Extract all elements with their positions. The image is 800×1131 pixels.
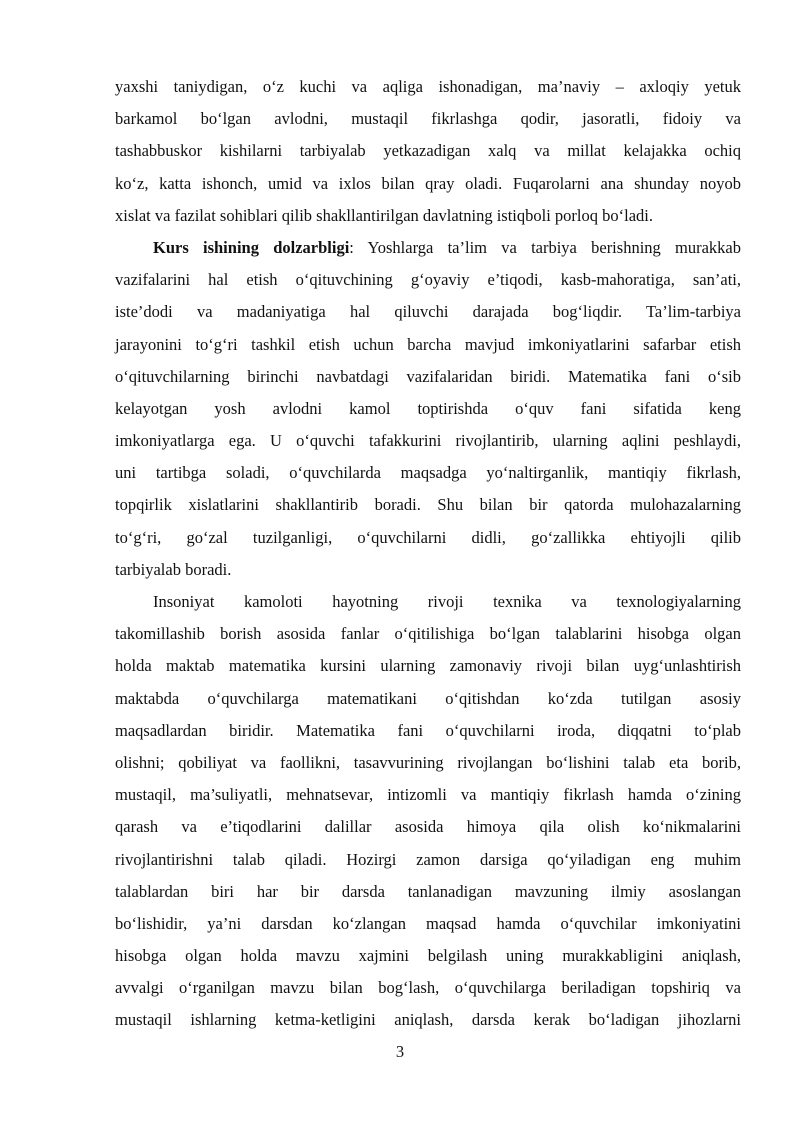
text-line: hisobga olgan holda mavzu xajmini belgilash uning murakkabligini aniqlash, [115, 946, 741, 966]
text-line: iste’dodi va madaniyatiga hal qiluvchi darajada bog‘liqdir. Ta’lim-tarbiya [115, 302, 741, 322]
section-heading-line [115, 232, 741, 264]
text-line: takomillashib borish asosida fanlar o‘qitilishiga bo‘lgan talablarini hisobga olgan [115, 624, 741, 644]
text-line: topqirlik xislatlarini shakllantirib boradi. Shu bilan bir qatorda mulohazalarning [115, 495, 741, 515]
text-line: maqsadlardan biridir. Matematika fani o‘quvchilarni iroda, diqqatni to‘plab [115, 720, 741, 740]
section-heading: Kurs ishining dolzarbligi [153, 237, 350, 257]
text-line: maktabda o‘quvchilarga matematikani o‘qitishdan ko‘zda tutilgan asosiy [115, 688, 741, 708]
text-line: ko‘z, katta ishonch, umid va ixlos bilan qray oladi. Fuqarolarni ana shunday noyob [115, 173, 741, 193]
text-line: qarash va e’tiqodlarini dalillar asosida himoya qila olish ko‘nikmalarini [115, 817, 741, 837]
paragraph-start-line: Insoniyat kamoloti hayotning rivoji texnika va texnologiyalarning [153, 592, 741, 611]
text-line: imkoniyatlarga ega. U o‘quvchi tafakkurini rivojlantirib, ularning aqlini peshlaydi, [115, 431, 741, 451]
text-line: olishni; qobiliyat va faollikni, tasavvurining rivojlangan bo‘lishini talab eta borib, [115, 752, 741, 772]
text-line: avvalgi o‘rganilgan mavzu bilan bog‘lash, o‘quvchilarga beriladigan topshiriq va [115, 978, 741, 998]
text-line: mustaqil ishlarning ketma-ketligini aniqlash, darsda kerak bo‘ladigan jihozlarni [115, 1010, 741, 1030]
text-line: tashabbuskor kishilarni tarbiyalab yetkazadigan xalq va millat kelajakka ochiq [115, 141, 741, 161]
text-line: tarbiyalab boradi. [115, 559, 232, 579]
text-line: holda maktab matematika kursini ularning zamonaviy rivoji bilan uyg‘unlashtirish [115, 656, 741, 676]
text-line: bo‘lishidir, ya’ni darsdan ko‘zlangan maqsad hamda o‘quvchilar imkoniyatini [115, 913, 741, 933]
text-line: yaxshi taniydigan, o‘z kuchi va aqliga ishonadigan, ma’naviy – axloqiy yetuk [115, 77, 741, 96]
document-body [115, 71, 741, 1037]
text-line: kelayotgan yosh avlodni kamol toptirishda o‘quv fani sifatida keng [115, 398, 741, 418]
text-line: talablardan biri har bir darsda tanlanadigan mavzuning ilmiy asoslangan [115, 881, 741, 901]
page-number: 3 [395, 1042, 405, 1061]
text-line: mustaqil, ma’suliyatli, mehnatsevar, intizomli va mantiqiy fikrlash hamda o‘zining [115, 785, 741, 805]
text-line: barkamol bo‘lgan avlodni, mustaqil fikrlashga qodir, jasoratli, fidoiy va [115, 109, 741, 129]
section-heading-continuation: : Yoshlarga ta’lim va tarbiya berishning murakkab [349, 237, 741, 257]
text-line: uni tartibga soladi, o‘quvchilarda maqsadga yo‘naltirganlik, mantiqiy fikrlash, [115, 463, 741, 483]
text-line: to‘g‘ri, go‘zal tuzilganligi, o‘quvchilarni didli, go‘zallikka ehtiyojli qilib [115, 527, 741, 547]
text-line: o‘qituvchilarning birinchi navbatdagi vazifalaridan biridi. Matematika fani o‘sib [115, 366, 741, 386]
text-line: vazifalarini hal etish o‘qituvchining g‘oyaviy e’tiqodi, kasb-mahoratiga, san’ati, [115, 270, 741, 290]
text-line: jarayonini to‘g‘ri tashkil etish uchun barcha mavjud imkoniyatlarini safarbar etish [115, 334, 741, 354]
text-line: xislat va fazilat sohiblari qilib shakllantirilgan davlatning istiqboli porloq bo‘ladi. [115, 205, 653, 225]
text-line: rivojlantirishni talab qiladi. Hozirgi zamon darsiga qo‘yiladigan eng muhim [115, 849, 741, 869]
